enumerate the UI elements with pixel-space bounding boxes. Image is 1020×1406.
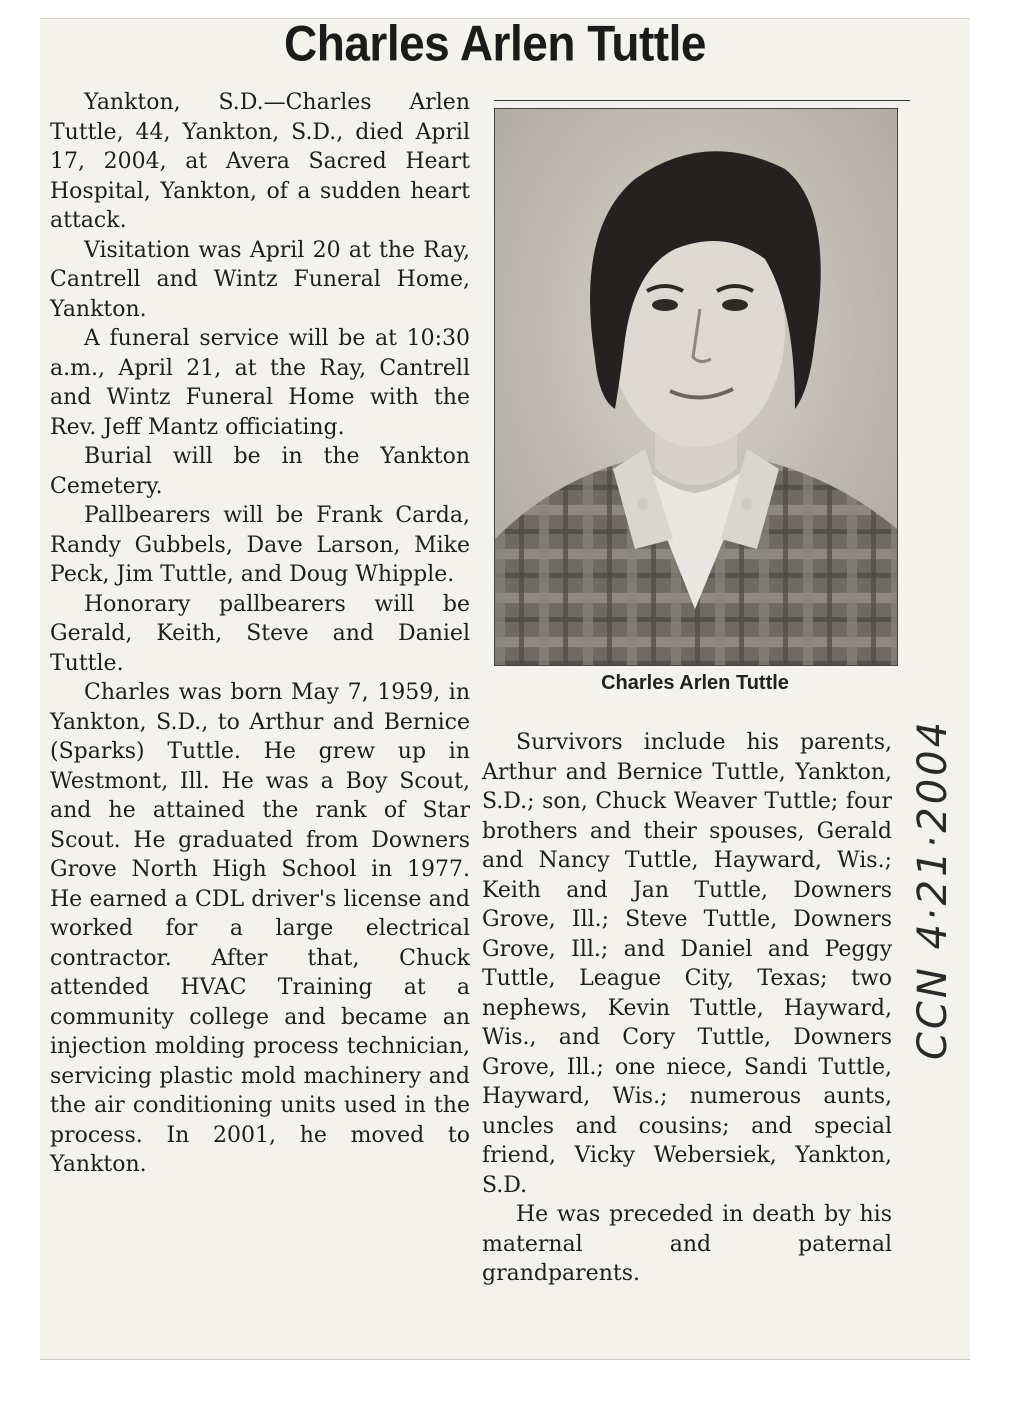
paragraph-survivors: Survivors include his parents, Arthur and Bernice Tuttle, Yankton, S.D.; son, Chuck Weaver Tuttle; four brothers and their spouses, Gerald and Nancy Tuttle, Hayward, Wis.; Keith and Jan Tuttle, Downers Grove, Ill.; Steve Tuttle, Downers Grove, Ill.; and Daniel and Peggy Tuttle, League City, Texas; two nephews, Kevin Tuttle, Hayward, Wis., and Cory Tuttle, Downers Grove, Ill.; one niece, Sandi Tuttle, Hayward, Wis.; numerous aunts, uncles and cousins; and special friend, Vicky Webersiek, Yankton, S.D. (482, 730, 892, 1198)
portrait-illustration (495, 109, 897, 665)
right-column (482, 728, 892, 1289)
paragraph-visitation: Visitation was April 20 at the Ray, Cantrell and Wintz Funeral Home, Yankton. (50, 237, 470, 322)
portrait-photo (494, 108, 898, 666)
headline: Charles Arlen Tuttle (284, 14, 706, 72)
paragraph-honorary-pallbearers: Honorary pallbearers will be Gerald, Keith, Steve and Daniel Tuttle. (50, 591, 470, 676)
photo-top-rule (494, 100, 910, 101)
paragraph-biography: Charles was born May 7, 1959, in Yankton, S.D., to Arthur and Bernice (Sparks) Tuttle. He grew up in Westmont, Ill. He was a Boy Scout, and he attained the rank of Star Scout. He graduated from Downers Grove North High School in 1977. He earned a CDL driver's license and worked for a large electrical contractor. After that, Chuck attended HVAC Training at a community college and became an injection molding process technician, servicing plastic mold machinery and the air conditioning units used in the process. In 2001, he moved to Yankton. (50, 680, 470, 1177)
paragraph-preceded: He was preceded in death by his maternal and paternal grandparents. (482, 1202, 892, 1286)
handwritten-note-text: CCN 4·21·2004 (910, 718, 956, 1060)
left-column (50, 88, 470, 1180)
paragraph-death-notice: Yankton, S.D.—Charles Arlen Tuttle, 44, Yankton, S.D., died April 17, 2004, at Avera Sacred Heart Hospital, Yankton, of a sudden heart attack. (50, 90, 470, 233)
paragraph-pallbearers: Pallbearers will be Frank Carda, Randy Gubbels, Dave Larson, Mike Peck, Jim Tuttle, and Doug Whipple. (50, 503, 470, 587)
photo-caption: Charles Arlen Tuttle (601, 672, 789, 694)
paragraph-burial: Burial will be in the Yankton Cemetery. (50, 444, 470, 499)
paragraph-funeral-service: A funeral service will be at 10:30 a.m., April 21, at the Ray, Cantrell and Wintz Funeral Home with the Rev. Jeff Mantz officiating. (50, 326, 470, 440)
